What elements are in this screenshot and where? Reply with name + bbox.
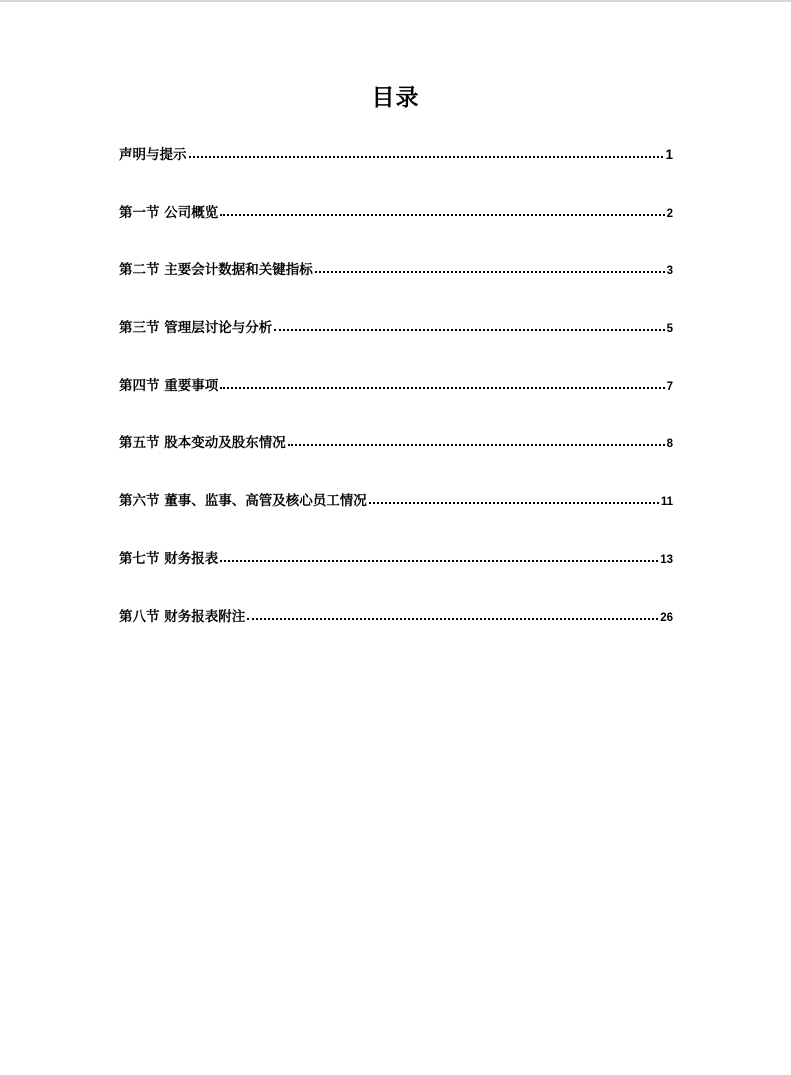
toc-entry-section-1[interactable] <box>119 201 673 259</box>
toc-entry-section-6[interactable] <box>119 489 673 547</box>
toc-entry-label: 第五节 股本变动及股东情况 <box>119 435 286 452</box>
dot-leader <box>288 443 665 446</box>
toc-entry-label: 第三节 管理层讨论与分析 <box>119 320 273 337</box>
table-of-contents <box>119 143 673 662</box>
dot-leader <box>220 213 664 216</box>
toc-entry-page-number: 11 <box>660 496 673 509</box>
toc-entry-page-number: 2 <box>666 207 673 220</box>
page-title: 目录 <box>371 85 420 111</box>
toc-entry-page-number: 3 <box>666 265 673 278</box>
toc-entry-label: 第二节 主要会计数据和关键指标 <box>119 262 313 279</box>
toc-entry-section-2[interactable] <box>119 258 673 316</box>
dot-leader <box>220 386 664 389</box>
toc-entry-section-7[interactable] <box>119 547 673 605</box>
toc-entry-page-number: 7 <box>666 380 673 393</box>
toc-entry-label: 第六节 董事、监事、高管及核心员工情况 <box>119 493 367 510</box>
toc-entry-section-5[interactable] <box>119 431 673 489</box>
toc-entry-page-number: 5 <box>666 323 673 336</box>
dot-leader <box>274 328 664 331</box>
page-top-border <box>0 0 791 2</box>
toc-entry-label: 第四节 重要事项 <box>119 377 219 394</box>
toc-entry-page-number: 13 <box>660 553 673 566</box>
dot-leader <box>369 501 659 504</box>
toc-entry-section-8[interactable] <box>119 605 673 663</box>
toc-entry-page-number: 26 <box>660 611 673 624</box>
toc-entry-statement[interactable] <box>119 143 673 201</box>
toc-entry-label: 声明与提示 <box>119 147 187 163</box>
toc-entry-section-3[interactable] <box>119 316 673 374</box>
toc-entry-page-number: 1 <box>665 147 673 162</box>
dot-leader <box>189 155 664 158</box>
toc-entry-page-number: 8 <box>666 438 673 451</box>
toc-entry-label: 第一节 公司概览 <box>119 204 219 221</box>
dot-leader <box>220 559 658 562</box>
dot-leader <box>247 617 658 620</box>
toc-entry-section-4[interactable] <box>119 374 673 432</box>
toc-entry-label: 第八节 财务报表附注 <box>119 608 246 625</box>
toc-entry-label: 第七节 财务报表 <box>119 550 219 567</box>
dot-leader <box>315 270 665 273</box>
